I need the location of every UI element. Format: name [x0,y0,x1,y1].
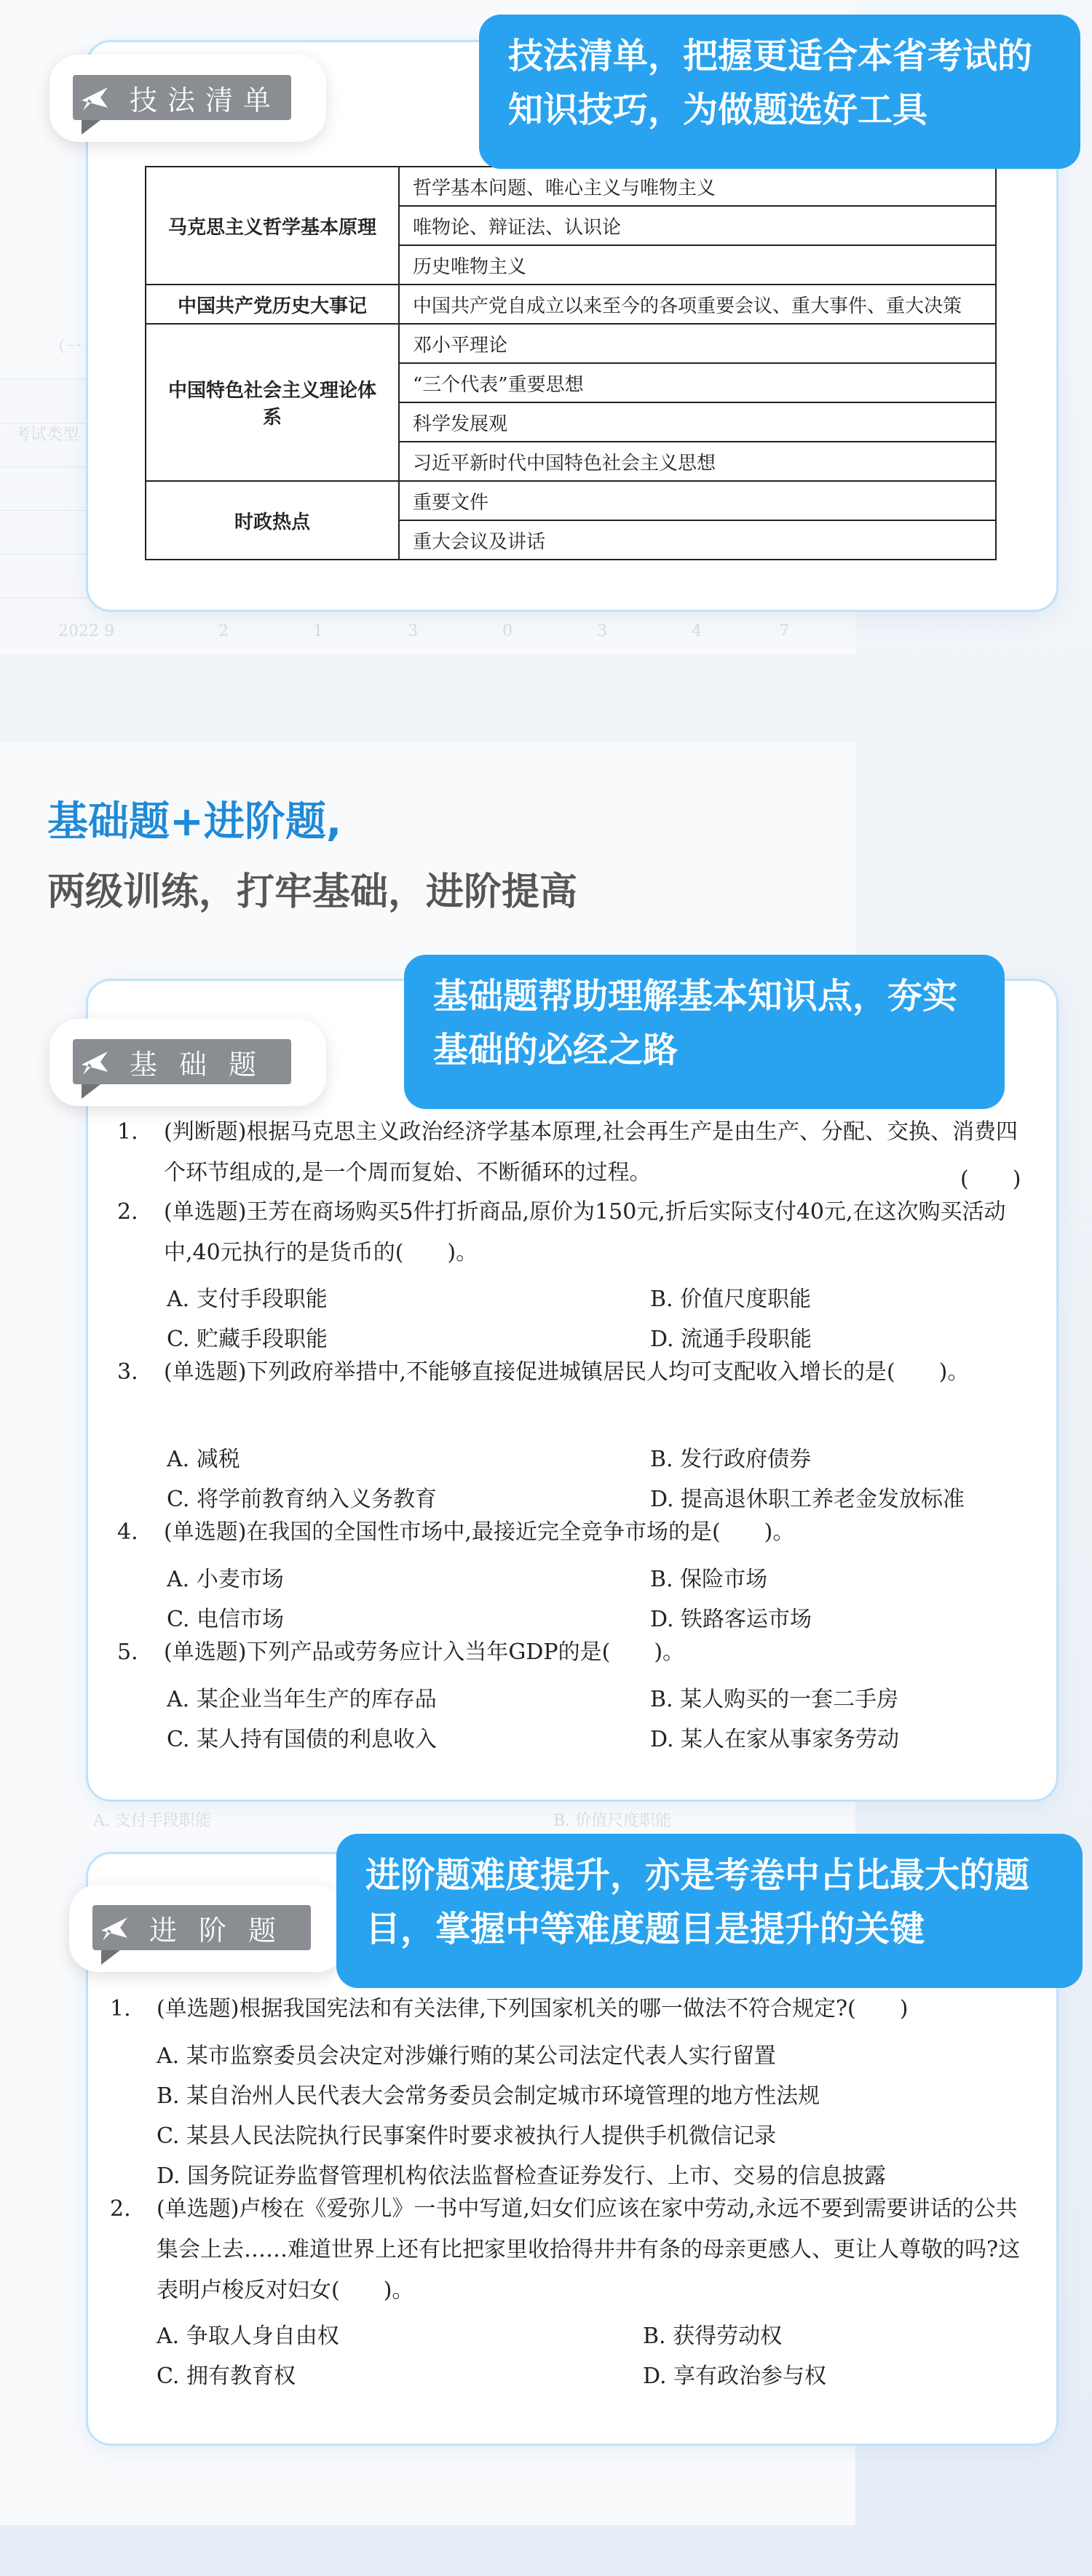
option-b[interactable]: B. 获得劳动权 [643,2323,783,2349]
option-d[interactable]: D. 国务院证券监督管理机构依法监督检查证券发行、上市、交易的信息披露 [157,2163,887,2189]
table-category: 中国特色社会主义理论体系 [146,324,399,481]
option-c[interactable]: C. 将学前教育纳入义务教育 [167,1487,437,1512]
option-d[interactable]: D. 提高退休职工养老金发放标准 [650,1487,965,1512]
headline-subtitle: 两级训练，打牢基础，进阶提高 [47,870,578,914]
question-number: 4. [117,1519,138,1545]
table-row [146,285,996,324]
question-stem: (单选题)根据我国宪法和有关法律,下列国家机关的哪一做法不符合规定?( ) [157,1996,909,2022]
ghost-text: 2 [218,622,229,640]
question-stem: (单选题)下列政府举措中,不能够直接促进城镇居民人均可支配收入增长的是( )。 [164,1359,970,1385]
ghost-text: 1 [313,622,323,640]
airplane-icon [92,1905,136,1950]
table-cell: 历史唯物主义 [399,245,996,285]
option-a[interactable]: A. 支付手段职能 [167,1287,328,1312]
tag-label: 基础题 [130,1048,279,1081]
question-item [117,1632,1027,1673]
option-c[interactable]: C. 某县人民法院执行民事案件时要求被执行人提供手机微信记录 [157,2123,776,2149]
table-cell: 中国共产党自成立以来至今的各项重要会议、重大事件、重大决策 [399,285,996,324]
option-d[interactable]: D. 某人在家从事家务劳动 [650,1727,900,1752]
tip-bubble-methods: 技法清单，把握更适合本省考试的知识技巧，为做题选好工具 [479,15,1080,169]
option-b[interactable]: B. 价值尺度职能 [650,1287,812,1312]
tag-tail [82,1084,100,1099]
section-tag-methods [50,55,326,142]
option-c[interactable]: C. 拥有教育权 [157,2364,296,2389]
ghost-text: （一 [50,338,82,357]
ghost-text: 考试类型 [15,426,79,444]
question-stem: (单选题)王芳在商场购买5件打折商品,原价为150元,折后实际支付40元,在这次购买活动中,40元执行的是货币的( )。 [164,1199,1006,1265]
option-a[interactable]: A. 某市监察委员会决定对涉嫌行贿的某公司法定代表人实行留置 [157,2043,776,2069]
table-category: 马克思主义哲学基本原理 [146,167,399,285]
headline-block [47,790,577,915]
ghost-text: 2022 9 [58,622,114,640]
option-b[interactable]: B. 某自治州人民代表大会常务委员会制定城市环境管理的地方性法规 [157,2083,820,2109]
table-row [146,324,996,363]
methods-table [145,166,997,560]
airplane-icon [73,1039,116,1084]
table-cell: “三个代表”重要思想 [399,363,996,402]
table-cell: 邓小平理论 [399,324,996,363]
table-cell: 习近平新时代中国特色社会主义思想 [399,442,996,481]
ghost-text: A. 支付手段职能 [93,1812,211,1830]
question-item [117,1352,1027,1393]
section-tag-basic [50,1019,326,1106]
question-number: 1. [117,1119,138,1145]
option-b[interactable]: B. 保险市场 [650,1567,768,1592]
table-cell: 重要文件 [399,481,996,520]
tip-bubble-advanced: 进阶题难度提升，亦是考卷中占比最大的题目，掌握中等难度题目是提升的关键 [336,1834,1083,1988]
table-cell: 科学发展观 [399,402,996,442]
option-a[interactable]: A. 小麦市场 [167,1567,284,1592]
question-item [110,1989,1027,2030]
option-c[interactable]: C. 电信市场 [167,1607,284,1632]
table-category: 中国共产党历史大事记 [146,285,399,324]
tip-bubble-basic: 基础题帮助理解基本知识点，夯实基础的必经之路 [404,955,1005,1109]
question-number: 2. [110,2196,131,2222]
table-category: 时政热点 [146,481,399,560]
table-cell: 哲学基本问题、唯心主义与唯物主义 [399,167,996,206]
question-number: 2. [117,1199,138,1225]
tag-tail [101,1950,120,1965]
answer-blank: ( ) [960,1166,1021,1192]
table-cell: 唯物论、辩证法、认识论 [399,206,996,245]
tag-label-box [92,1905,311,1950]
ghost-text: B. 价值尺度职能 [553,1812,672,1830]
option-d[interactable]: D. 享有政治参与权 [643,2364,827,2389]
table-row [146,481,996,520]
question-item [117,1112,1027,1193]
option-a[interactable]: A. 某企业当年生产的库存品 [167,1687,437,1712]
ghost-text: 4 [692,622,702,640]
tag-label: 技法清单 [130,84,282,116]
option-d[interactable]: D. 铁路客运市场 [650,1607,812,1632]
table-row [146,167,996,206]
tag-label-box [73,1039,291,1084]
question-stem: (单选题)在我国的全国性市场中,最接近完全竞争市场的是( )。 [164,1519,795,1545]
section-tag-advanced [69,1885,346,1972]
question-stem: (单选题)下列产品或劳务应计入当年GDP的是( )。 [164,1639,685,1665]
question-stem: (单选题)卢梭在《爱弥儿》一书中写道,妇女们应该在家中劳动,永远不要到需要讲话的公共集会上去……难道世界上还有比把家里收拾得井井有条的母亲更感人、更让人尊敬的吗?这表明卢梭反对妇女( )。 [157,2196,1021,2303]
option-c[interactable]: C. 某人持有国债的利息收入 [167,1727,437,1752]
option-b[interactable]: B. 某人购买的一套二手房 [650,1687,899,1712]
question-number: 5. [117,1639,138,1665]
headline-title: 基础题+进阶题, [47,790,341,848]
question-item [117,1512,1027,1553]
question-stem: (判断题)根据马克思主义政治经济学基本原理,社会再生产是由生产、分配、交换、消费四个环节组成的,是一个周而复始、不断循环的过程。 [164,1119,1018,1185]
question-item [110,2189,1027,2311]
question-item [117,1192,1027,1273]
option-c[interactable]: C. 贮藏手段职能 [167,1327,328,1352]
question-number: 1. [110,1996,131,2022]
option-b[interactable]: B. 发行政府债券 [650,1447,812,1472]
ghost-text: 7 [779,622,789,640]
option-a[interactable]: A. 争取人身自由权 [157,2323,339,2349]
ghost-text: 0 [502,622,513,640]
tag-tail [82,120,100,135]
tag-label-box [73,75,291,120]
option-a[interactable]: A. 减税 [167,1447,240,1472]
tag-label: 进阶题 [149,1914,298,1947]
question-number: 3. [117,1359,138,1385]
ghost-text: 3 [597,622,607,640]
table-cell: 重大会议及讲话 [399,520,996,560]
option-d[interactable]: D. 流通手段职能 [650,1327,812,1352]
ghost-text: 3 [408,622,418,640]
airplane-icon [73,75,116,120]
